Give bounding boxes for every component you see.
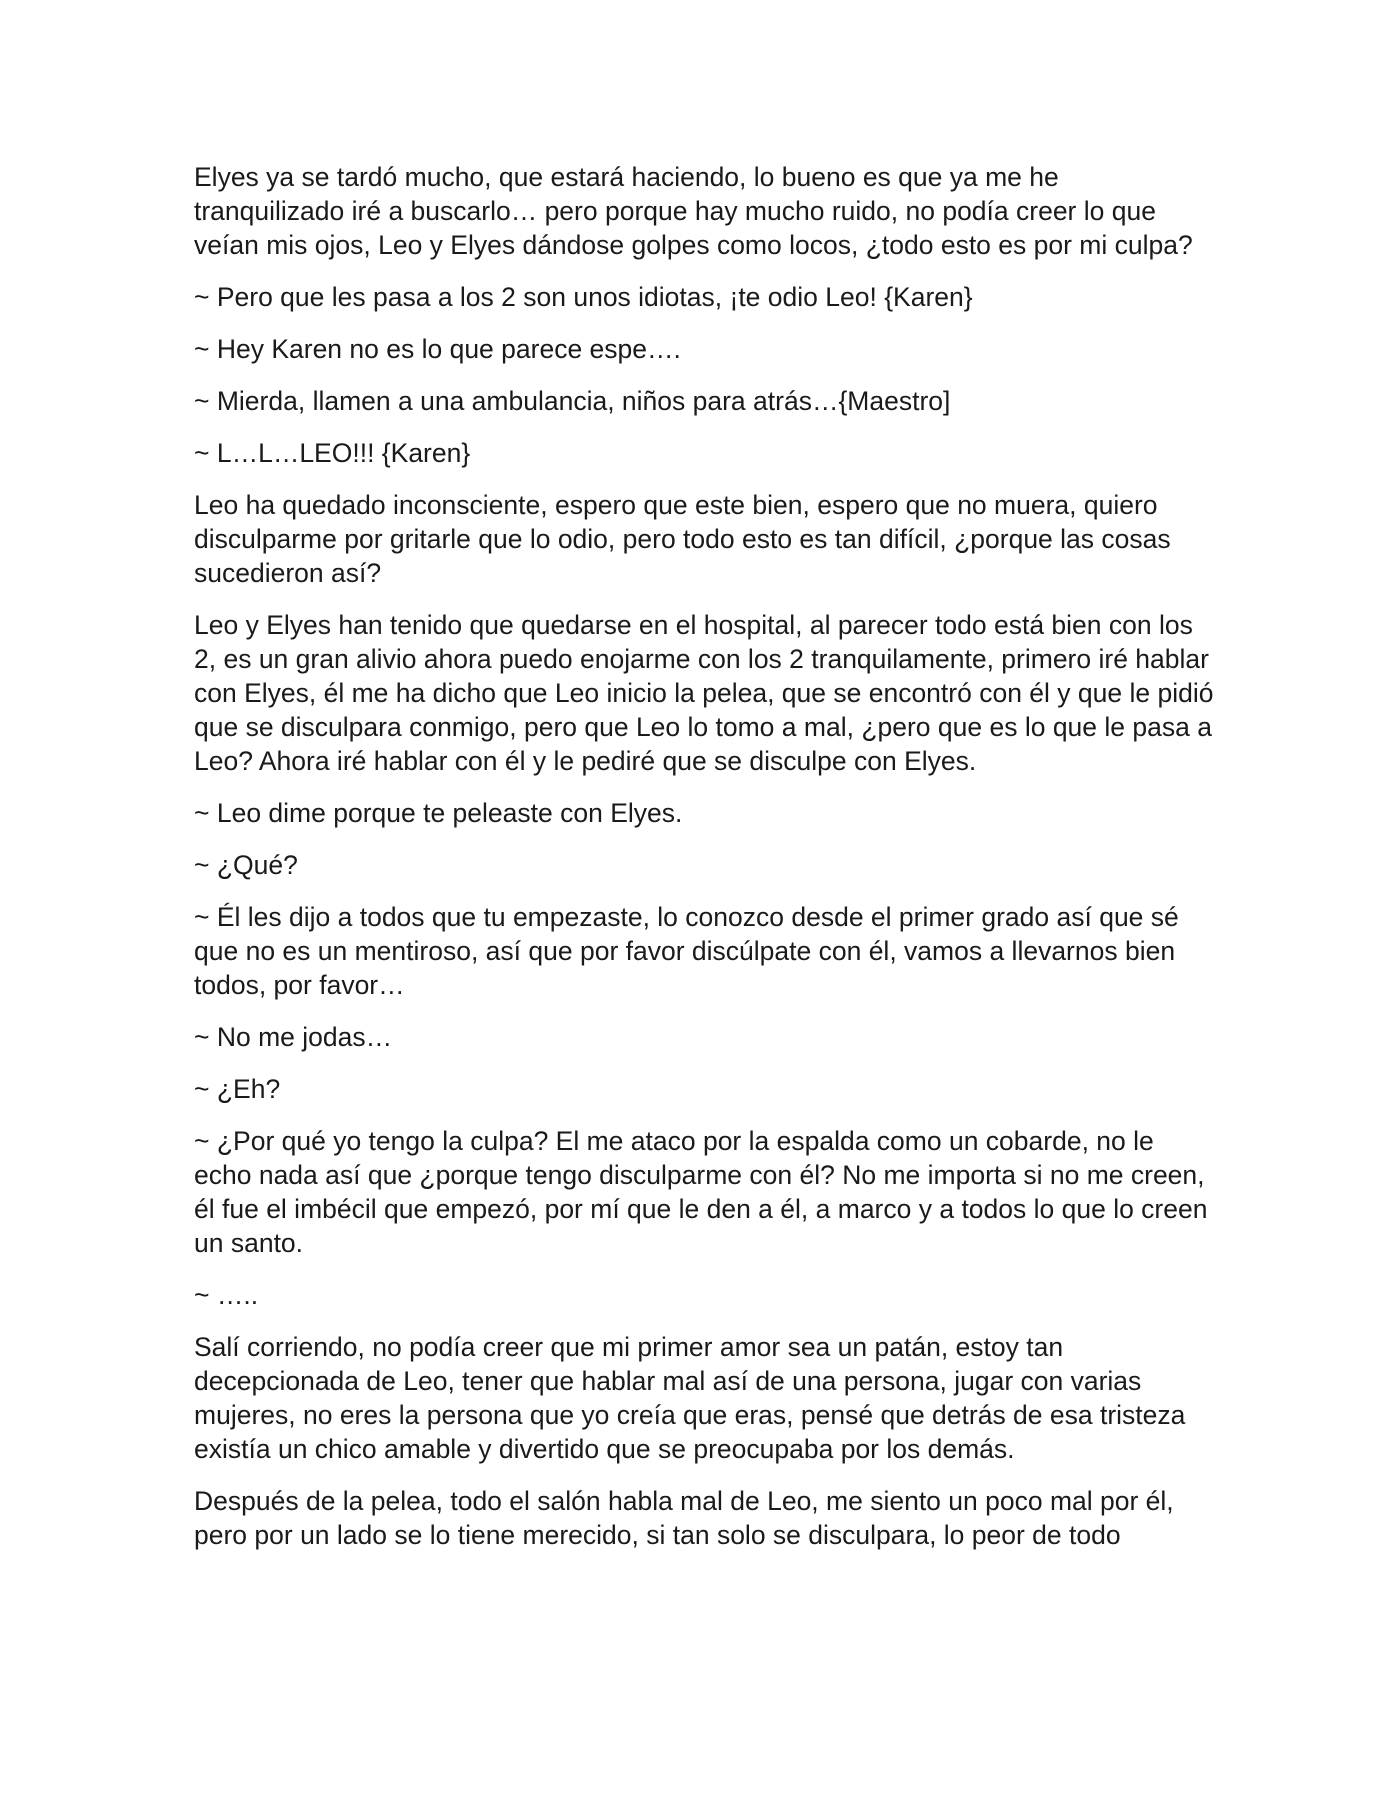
dialogue-line-8: ~ No me jodas… [194, 1022, 393, 1052]
dialogue-line-10: ~ ¿Por qué yo tengo la culpa? El me ataco por la espalda como un cobarde, no le echo nada así que ¿porque tengo disculparme con él? No me importa si no me creen, él fue el imbécil que empezó, por mí que le den a él, a marco y a todos lo que lo creen un santo. [194, 1126, 1208, 1258]
dialogue-line-4: ~ L…L…LEO!!! {Karen} [194, 438, 471, 468]
dialogue-line-11: ~ ….. [194, 1280, 259, 1310]
dialogue-line-2: ~ Hey Karen no es lo que parece espe…. [194, 334, 681, 364]
paragraph-1: Elyes ya se tardó mucho, que estará haciendo, lo bueno es que ya me he tranquilizado iré a buscarlo… pero porque hay mucho ruido, no podía creer lo que veían mis ojos, Leo y Elyes dándose golpes como locos, ¿todo esto es por mi culpa? [194, 162, 1193, 260]
dialogue-line-5: ~ Leo dime porque te peleaste con Elyes. [194, 798, 683, 828]
dialogue-line-6: ~ ¿Qué? [194, 850, 298, 880]
dialogue-line-7: ~ Él les dijo a todos que tu empezaste, lo conozco desde el primer grado así que sé que no es un mentiroso, así que por favor discúlpate con él, vamos a llevarnos bien todos, por favor… [194, 902, 1179, 1000]
dialogue-line-3: ~ Mierda, llamen a una ambulancia, niños para atrás…{Maestro] [194, 386, 951, 416]
paragraph-2: Leo ha quedado inconsciente, espero que este bien, espero que no muera, quiero disculparme por gritarle que lo odio, pero todo esto es tan difícil, ¿porque las cosas sucedieron así? [194, 490, 1171, 588]
paragraph-3: Leo y Elyes han tenido que quedarse en el hospital, al parecer todo está bien con los 2, es un gran alivio ahora puedo enojarme con los 2 tranquilamente, primero iré hablar con Elyes, él me ha dicho que Leo inicio la pelea, que se encontró con él y que le pidió que se disculpara conmigo, pero que Leo lo tomo a mal, ¿pero que es lo que le pasa a Leo? Ahora iré hablar con él y le pediré que se disculpe con Elyes. [194, 610, 1214, 776]
paragraph-5: Después de la pelea, todo el salón habla mal de Leo, me siento un poco mal por él, pero por un lado se lo tiene merecido, si tan solo se disculpara, lo peor de todo [194, 1486, 1174, 1550]
paragraph-4: Salí corriendo, no podía creer que mi primer amor sea un patán, estoy tan decepcionada de Leo, tener que hablar mal así de una persona, jugar con varias mujeres, no eres la persona que yo creía que eras, pensé que detrás de esa tristeza existía un chico amable y divertido que se preocupaba por los demás. [194, 1332, 1186, 1464]
dialogue-line-9: ~ ¿Eh? [194, 1074, 281, 1104]
document-page [194, 160, 1214, 1570]
dialogue-line-1: ~ Pero que les pasa a los 2 son unos idiotas, ¡te odio Leo! {Karen} [194, 282, 973, 312]
